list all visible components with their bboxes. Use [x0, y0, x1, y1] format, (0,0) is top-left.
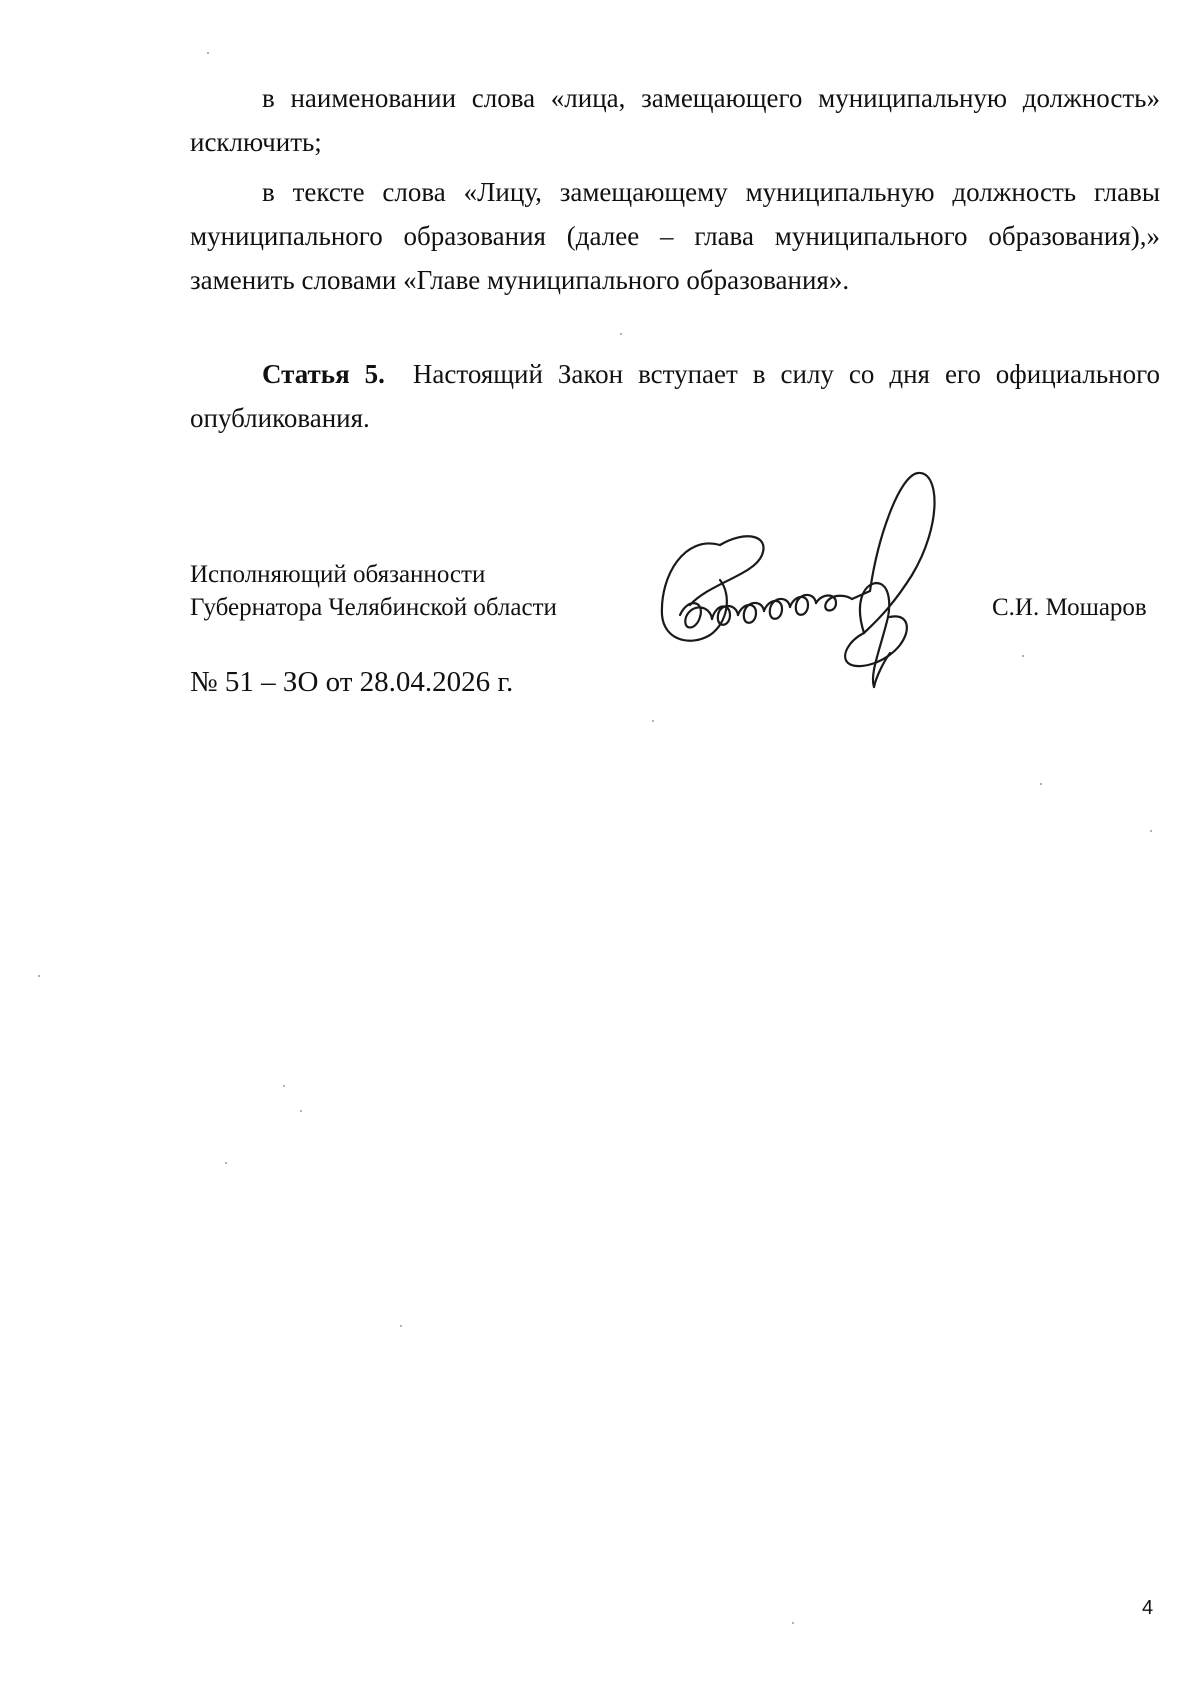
scan-speck: [620, 333, 622, 335]
scan-speck: [283, 1085, 285, 1087]
amendment-paragraph-text: в тексте слова «Лицу, замещающему муниципальную должность главы муниципального образования (далее – глава муниципального образования),» заменить словами «Главе муниципального образования».: [190, 177, 1160, 295]
scan-speck: [225, 1162, 227, 1164]
scan-speck: [400, 1325, 402, 1327]
scan-speck: [792, 1622, 794, 1624]
signer-title-line-1: Исполняющий обязанности: [190, 561, 486, 588]
article-5-text: Настоящий Закон вступает в силу со дня его официального опубликования.: [190, 359, 1161, 433]
scan-speck: [1150, 830, 1152, 832]
scan-speck: [38, 975, 40, 977]
handwritten-signature: [650, 465, 970, 695]
article-5-label: Статья 5.: [262, 359, 385, 389]
signer-title: [190, 558, 557, 624]
article-5-paragraph: [190, 352, 1160, 440]
page-number: 4: [1142, 1597, 1154, 1619]
amendment-paragraph-title: в наименовании слова «лица, замещающего муниципальную должность» исключить;: [190, 83, 1160, 157]
scan-speck: [652, 720, 654, 722]
scan-speck: [207, 52, 209, 54]
scan-speck: [1040, 783, 1042, 785]
signer-name: С.И. Мошаров: [992, 594, 1147, 621]
article-5-section: [190, 352, 1160, 440]
amendments-section: [190, 76, 1160, 302]
scan-speck: [300, 1110, 302, 1112]
scan-speck: [1022, 655, 1024, 657]
law-number: № 51 – ЗО от 28.04.2026 г.: [190, 666, 514, 698]
signer-title-line-2: Губернатора Челябинской области: [190, 594, 557, 621]
